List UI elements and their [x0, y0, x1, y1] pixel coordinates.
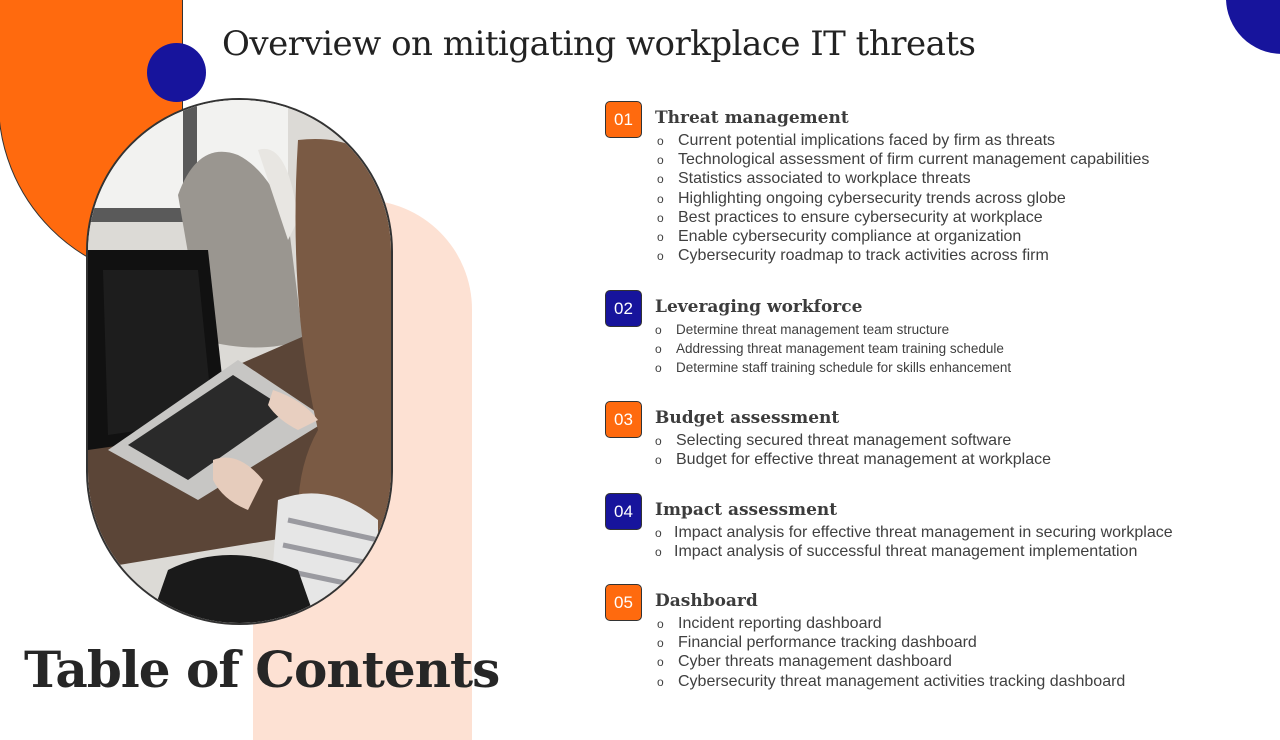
- bullet-icon: o: [655, 434, 662, 448]
- bullet-icon: o: [655, 342, 662, 357]
- list-item: [657, 633, 1125, 652]
- list-item-text: Best practices to ensure cybersecurity at workplace: [678, 208, 1043, 226]
- list-item-text: Impact analysis for effective threat management in securing workplace: [674, 524, 1173, 541]
- list-item-text: Cybersecurity threat management activities tracking dashboard: [678, 672, 1126, 690]
- list-item: [657, 131, 1149, 150]
- list-item: [657, 208, 1149, 227]
- section-item-list: [657, 131, 1149, 265]
- list-item: [657, 169, 1149, 188]
- bullet-icon: o: [657, 153, 664, 168]
- bullet-icon: o: [657, 229, 664, 244]
- list-item-text: Cybersecurity roadmap to track activities across firm: [678, 247, 1049, 265]
- bullet-icon: o: [657, 617, 664, 631]
- bullet-icon: o: [655, 526, 662, 540]
- list-item: [655, 542, 1173, 561]
- list-item-text: Budget for effective threat management at workplace: [676, 451, 1052, 469]
- section-number-badge: 05: [605, 584, 642, 621]
- table-of-contents-heading: Table of Contents: [24, 640, 500, 699]
- list-item-text: Impact analysis of successful threat management implementation: [674, 543, 1138, 561]
- section-title: Leveraging workforce: [655, 297, 863, 317]
- list-item: [655, 320, 1011, 339]
- list-item: [657, 227, 1149, 246]
- section-item-list: [655, 431, 1051, 469]
- list-item-text: Statistics associated to workplace threats: [678, 170, 971, 188]
- list-item-text: Technological assessment of firm current management capabilities: [678, 151, 1150, 169]
- list-item-text: Determine threat management team structure: [676, 322, 950, 337]
- bullet-icon: o: [657, 172, 664, 187]
- list-item: [657, 150, 1149, 169]
- list-item: [657, 652, 1125, 671]
- bullet-icon: o: [657, 636, 664, 651]
- section-number-badge: 01: [605, 101, 642, 138]
- decorative-blue-circle: [147, 43, 206, 102]
- list-item-text: Financial performance tracking dashboard: [678, 634, 977, 652]
- section-number-badge: 02: [605, 290, 642, 327]
- section-number-badge: 03: [605, 401, 642, 438]
- list-item-text: Current potential implications faced by firm as threats: [678, 132, 1056, 149]
- list-item: [655, 523, 1173, 542]
- list-item: [657, 246, 1149, 265]
- bullet-icon: o: [655, 361, 662, 376]
- list-item: [657, 614, 1125, 633]
- section-title: Budget assessment: [655, 408, 840, 428]
- bullet-icon: o: [655, 545, 662, 560]
- list-item-text: Cyber threats management dashboard: [678, 653, 952, 671]
- section-title: Threat management: [655, 108, 849, 128]
- bullet-icon: o: [655, 323, 662, 337]
- bullet-icon: o: [657, 191, 664, 206]
- list-item-text: Enable cybersecurity compliance at organization: [678, 227, 1022, 245]
- list-item-text: Determine staff training schedule for skills enhancement: [676, 360, 1012, 376]
- list-item: [657, 672, 1125, 691]
- bullet-icon: o: [657, 655, 664, 670]
- section-item-list: [655, 320, 1011, 378]
- decorative-blue-corner-circle: [1226, 0, 1280, 54]
- bullet-icon: o: [657, 134, 664, 148]
- list-item: [655, 358, 1011, 377]
- woman-laptop-photo: [86, 98, 393, 625]
- section-title: Dashboard: [655, 591, 758, 611]
- list-item: [655, 450, 1051, 469]
- list-item-text: Selecting secured threat management software: [676, 432, 1012, 449]
- list-item: [657, 189, 1149, 208]
- bullet-icon: o: [655, 453, 662, 468]
- section-number-badge: 04: [605, 493, 642, 530]
- list-item-text: Incident reporting dashboard: [678, 615, 882, 632]
- bullet-icon: o: [657, 210, 664, 225]
- page-title: Overview on mitigating workplace IT threats: [222, 24, 976, 64]
- bullet-icon: o: [657, 674, 664, 689]
- section-item-list: [657, 614, 1125, 691]
- list-item-text: Addressing threat management team training schedule: [676, 341, 1004, 357]
- section-title: Impact assessment: [655, 500, 838, 520]
- list-item: [655, 339, 1011, 358]
- list-item-text: Highlighting ongoing cybersecurity trends across globe: [678, 189, 1066, 207]
- list-item: [655, 431, 1051, 450]
- bullet-icon: o: [657, 249, 664, 264]
- section-item-list: [655, 523, 1173, 561]
